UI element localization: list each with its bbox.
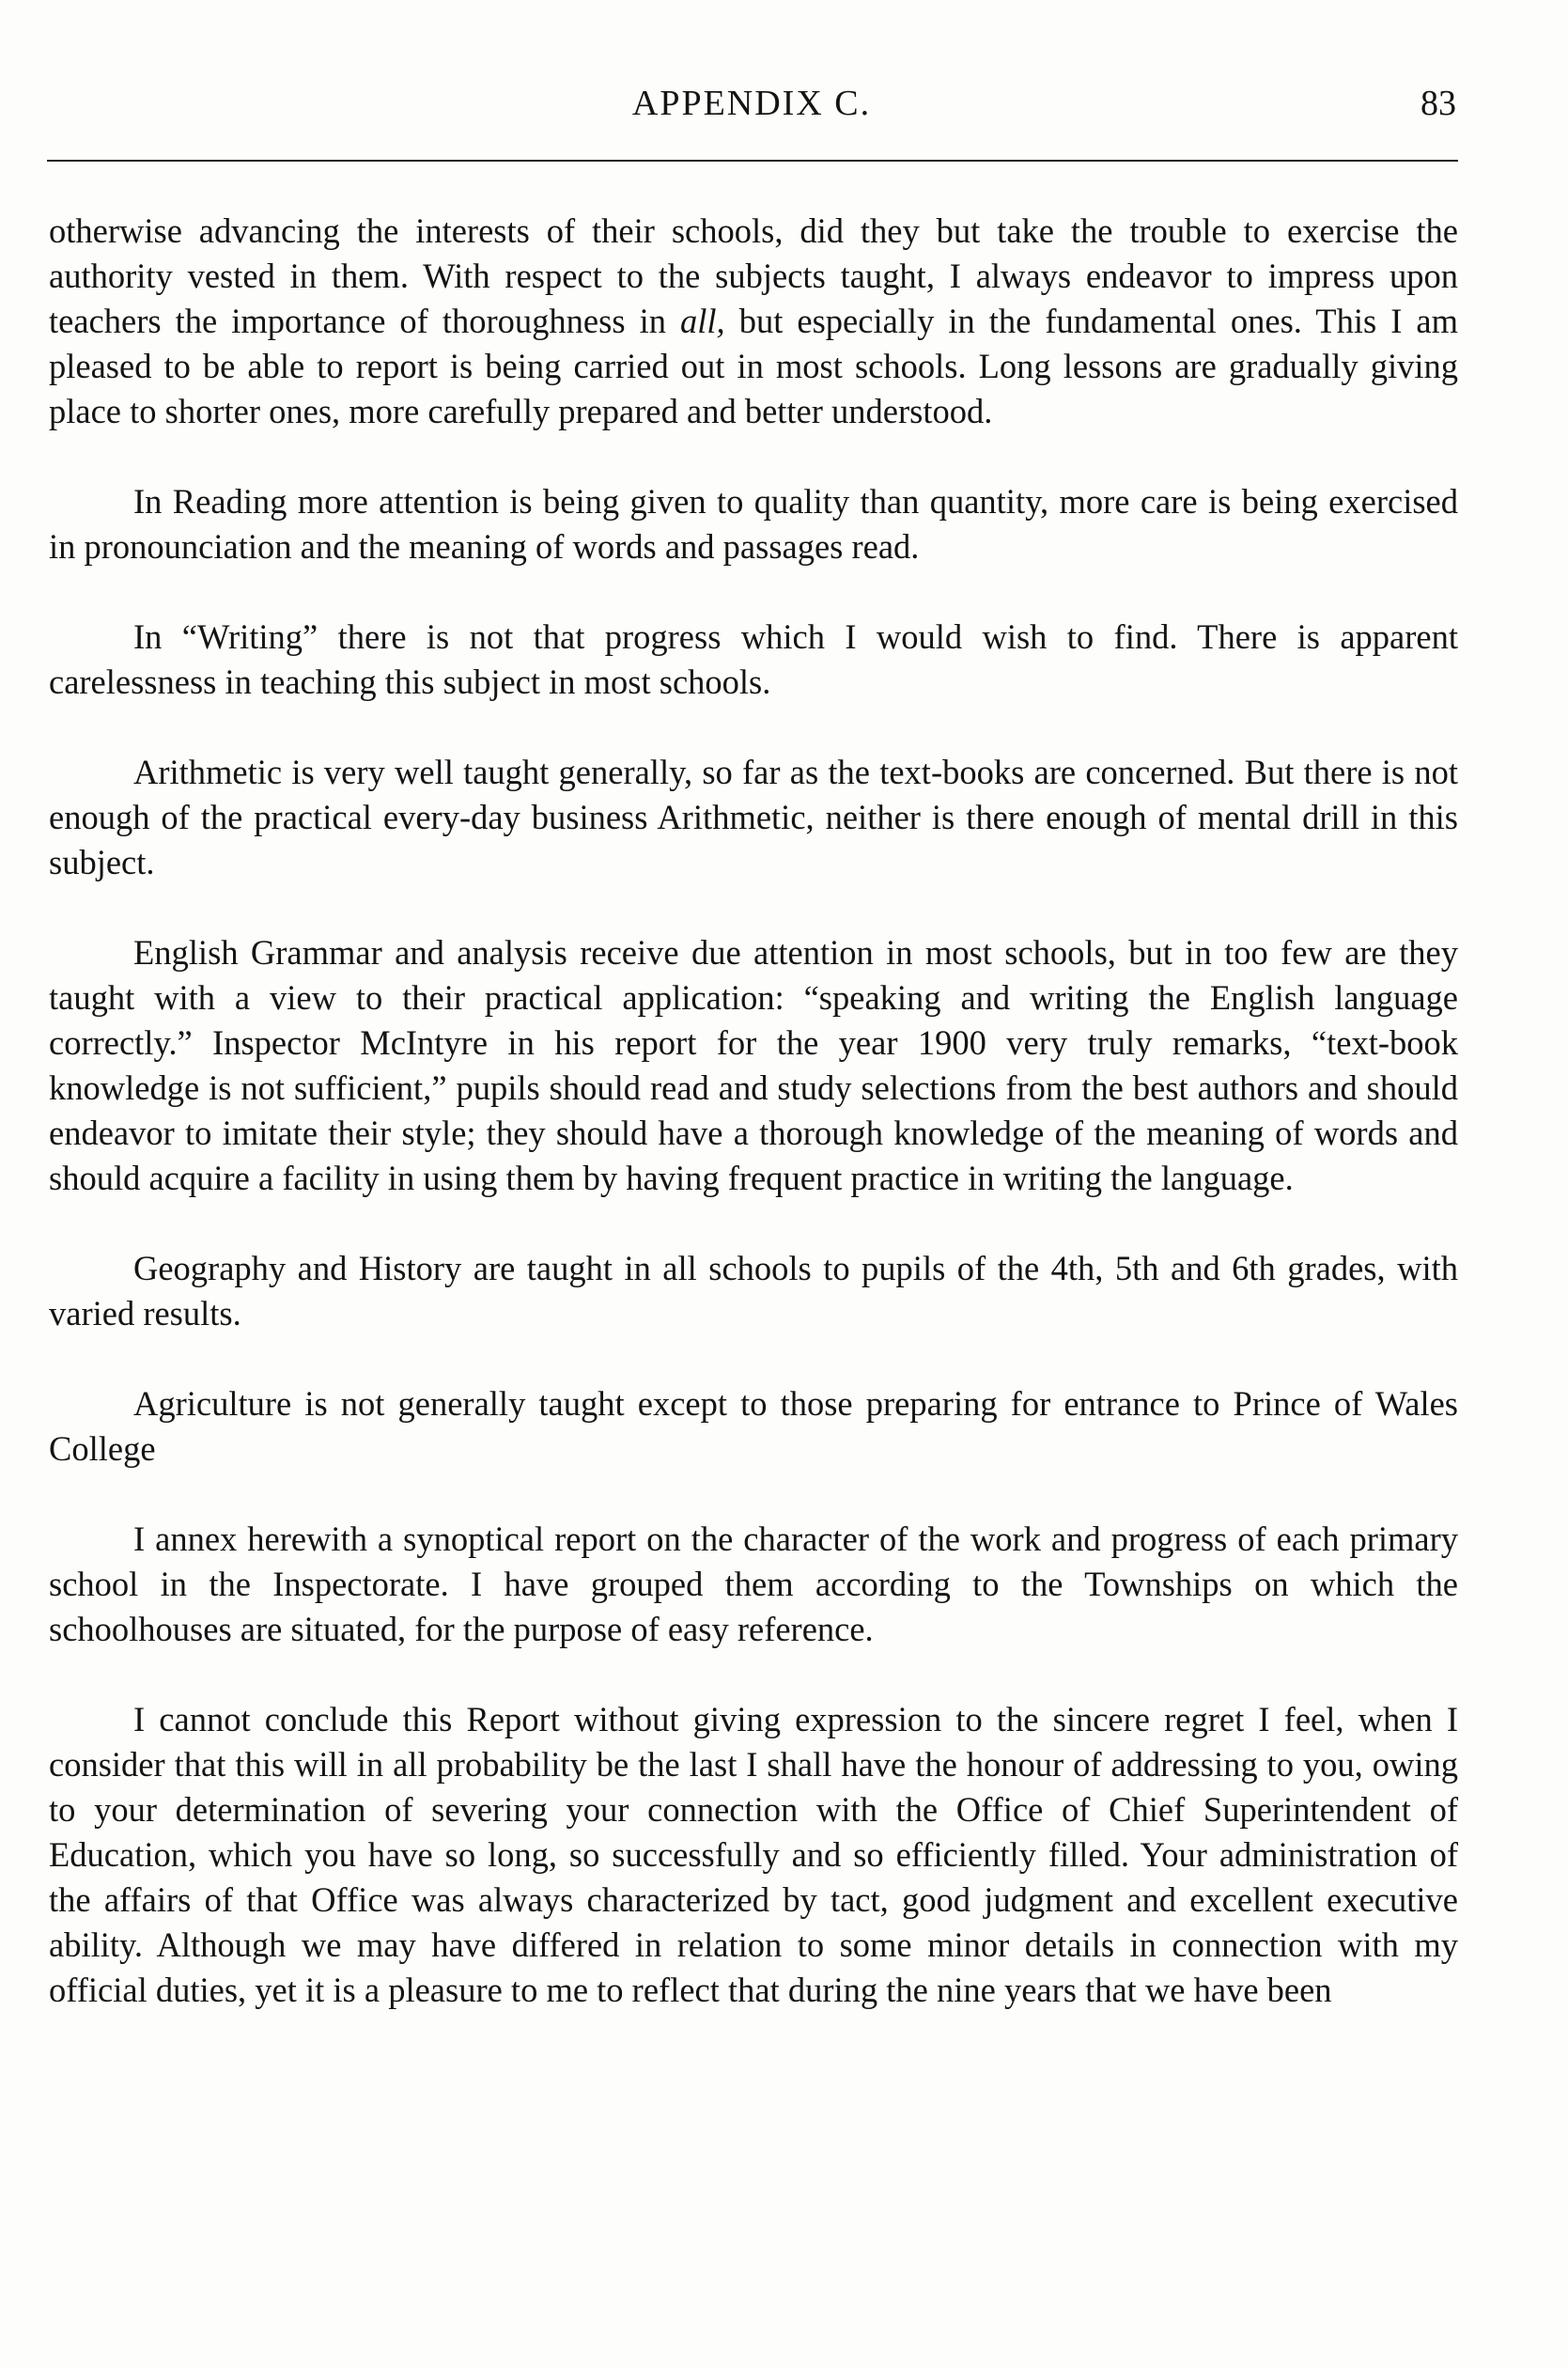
paragraph-text: but especially in the fundamental ones. This I am pleased to be able to report is being carried out in most schools. Long lessons are gradually giving place to shorter ones, more carefully prepared and better understood. — [49, 302, 1458, 430]
paragraph-continuation — [49, 209, 1458, 434]
paragraph-reading: In Reading more attention is being given to quality than quantity, more care is being exercised in pronounciation and the meaning of words and passages read. — [49, 482, 1458, 566]
paragraph-agriculture: Agriculture is not generally taught except to those preparing for entrance to Prince of Wales College — [49, 1384, 1458, 1468]
header-rule — [47, 160, 1458, 162]
paragraph-geography-history: Geography and History are taught in all schools to pupils of the 4th, 5th and 6th grades, with varied results. — [49, 1249, 1458, 1333]
paragraph-conclusion: I cannot conclude this Report without giving expression to the sincere regret I feel, when I consider that this will in all probability be the last I shall have the honour of addressing to you, owing to your determination of severing your connection with the Office of Chief Superintendent of Education, which you have so long, so successfully and so efficiently filled. Your administration of the affairs of that Office was always characterized by tact, good judgment and excellent executive ability. Although we may have differed in relation to some minor details in connection with my official duties, yet it is a pleasure to me to reflect that during the nine years that we have been — [49, 1700, 1458, 2009]
paragraph-grammar: English Grammar and analysis receive due attention in most schools, but in too few are they taught with a view to their practical application: “speaking and writing the English language correctly.” Inspector McIntyre in his report for the year 1900 very truly remarks, “text-book knowledge is not sufficient,” pupils should read and study selections from the best authors and should endeavor to imitate their style; they should have a thorough knowledge of the meaning of words and should acquire a facility in using them by having frequent practice in writing the language. — [49, 933, 1458, 1197]
page-header — [47, 83, 1456, 139]
italic-word: all, — [680, 302, 725, 340]
paragraph-writing: In “Writing” there is not that progress which I would wish to find. There is apparent carelessness in teaching this subject in most schools. — [49, 617, 1458, 701]
running-head: APPENDIX C. — [631, 84, 872, 123]
page-number: 83 — [1421, 84, 1456, 123]
body-text — [49, 209, 1458, 2013]
paragraph-text: otherwise advancing the interests of their schools, did they but take the trouble to exercise the authority vested in them. With respect to the subjects taught, I always endeavor to impress upon teachers the importance of thoroughness in — [49, 211, 1458, 340]
paragraph-synoptical-report: I annex herewith a synoptical report on the character of the work and progress of each primary school in the Inspectorate. I have grouped them according to the Townships on which the schoolhouses are situated, for the purpose of easy reference. — [49, 1520, 1458, 1648]
paragraph-arithmetic: Arithmetic is very well taught generally, so far as the text-books are concerned. But there is not enough of the practical every-day business Arithmetic, neither is there enough of mental drill in this subject. — [49, 753, 1458, 881]
